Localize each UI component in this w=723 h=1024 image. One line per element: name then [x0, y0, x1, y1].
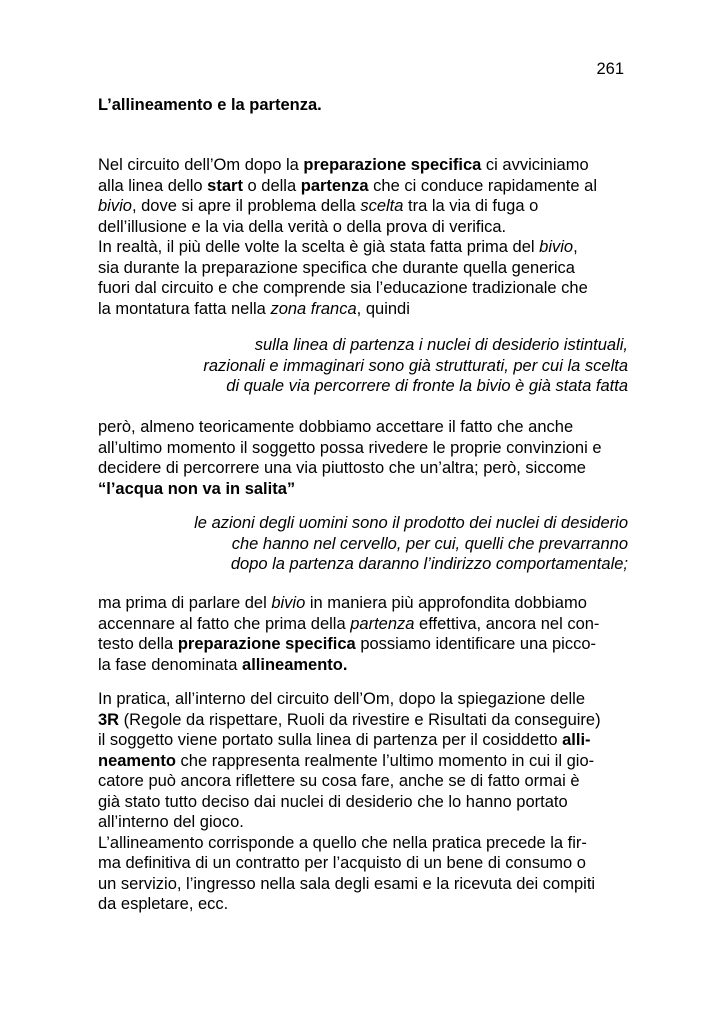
text-run: Nel circuito dell’Om dopo la: [98, 156, 304, 174]
text-run: in maniera più approfondita dobbiamo: [305, 594, 587, 612]
bold-text: neamento: [98, 751, 176, 770]
text-line: [98, 479, 628, 500]
text-run: all’interno del gioco.: [98, 813, 244, 831]
paragraph-4: [98, 689, 628, 915]
text-line: [98, 417, 628, 438]
bold-text: partenza: [300, 176, 369, 195]
text-line: [98, 689, 628, 710]
text-line: [98, 593, 628, 614]
text-line: [98, 751, 628, 772]
text-run: In pratica, all’interno del circuito dell’Om, dopo la spiegazione delle: [98, 690, 586, 708]
text-line: [98, 176, 628, 197]
paragraph-1: [98, 155, 628, 319]
text-run: possiamo identificare una picco-: [355, 635, 597, 653]
text-run: ma prima di parlare del: [98, 594, 272, 612]
text-line: [98, 438, 628, 459]
quote-line: che hanno nel cervello, per cui, quelli che prevarranno: [231, 534, 628, 553]
bold-text: start: [207, 176, 243, 195]
text-line: [98, 833, 628, 854]
text-run: o della: [242, 176, 301, 195]
text-line: [98, 792, 628, 813]
text-run: ,: [573, 238, 578, 256]
text-line: [98, 237, 628, 258]
text-run: decidere di percorrere una via piuttosto che un’altra; però, siccome: [98, 459, 586, 477]
text-run: però, almeno teoricamente dobbiamo accettare il fatto che anche: [98, 418, 574, 436]
text-run: sia durante la preparazione specifica che durante quella generica: [98, 258, 575, 277]
text-run: testo della: [98, 635, 178, 653]
text-line: [98, 812, 628, 833]
text-run: la montatura fatta nella: [98, 299, 271, 318]
quote-2: [98, 513, 628, 575]
text-line: [98, 853, 628, 874]
text-run: un servizio, l’ingresso nella sala degli esami e la ricevuta dei compiti: [98, 874, 596, 893]
text-line: [98, 710, 628, 731]
quote-line: di quale via percorrere di fronte la bivio è già stata fatta: [226, 377, 628, 395]
text-run: ci avviciniamo: [481, 156, 589, 174]
text-run: all’ultimo momento il soggetto possa rivedere le proprie convinzioni e: [98, 438, 602, 457]
bold-text: allineamento.: [242, 655, 348, 674]
bold-text: preparazione specifica: [303, 156, 482, 174]
paragraph-2: [98, 417, 628, 499]
text-run: che rappresenta realmente l’ultimo momento in cui il gio-: [175, 751, 595, 770]
page-number: 261: [596, 60, 624, 78]
text-line: [98, 278, 628, 299]
italic-text: scelta: [360, 197, 404, 215]
text-run: effettiva, ancora nel con-: [414, 614, 600, 633]
bold-text: “l’acqua non va in salita”: [98, 479, 296, 498]
text-run: ma definitiva di un contratto per l’acquisto di un bene di consumo o: [98, 854, 586, 872]
italic-text: bivio: [271, 594, 306, 612]
text-line: [98, 155, 628, 176]
section-title: L’allineamento e la partenza.: [98, 96, 322, 114]
text-line: [98, 299, 628, 320]
text-line: [98, 196, 628, 217]
paragraph-3: [98, 593, 628, 675]
text-run: fuori dal circuito e che comprende sia l’educazione tradizionale che: [98, 279, 588, 297]
italic-text: zona franca: [270, 299, 357, 318]
quote-line: sulla linea di partenza i nuclei di desiderio istintuali,: [254, 336, 628, 354]
text-line: [98, 874, 628, 895]
text-line: [98, 655, 628, 676]
text-line: [98, 217, 628, 238]
bold-text: preparazione specifica: [177, 635, 356, 653]
text-run: dell’illusione e la via della verità o della prova di verifica.: [98, 217, 507, 236]
quote-line: le azioni degli uomini sono il prodotto dei nuclei di desiderio: [194, 514, 628, 532]
text-line: [98, 730, 628, 751]
text-run: che ci conduce rapidamente al: [368, 176, 597, 195]
quote-line: razionali e immaginari sono già strutturati, per cui la scelta: [203, 356, 628, 375]
text-run: L’allineamento corrisponde a quello che nella pratica precede la fir-: [98, 833, 587, 852]
text-line: [98, 771, 628, 792]
text-run: il soggetto viene portato sulla linea di partenza per il cosiddetto: [98, 731, 563, 749]
italic-text: partenza: [350, 614, 415, 633]
text-run: (Regole da rispettare, Ruoli da rivestire e Risultati da conseguire): [119, 710, 601, 729]
italic-text: bivio: [539, 238, 574, 256]
text-run: da espletare, ecc.: [98, 895, 229, 913]
text-run: , dove si apre il problema della: [131, 197, 361, 215]
text-run: In realtà, il più delle volte la scelta è già stata fatta prima del: [98, 238, 540, 256]
text-run: alla linea dello: [98, 176, 208, 195]
text-line: [98, 894, 628, 915]
text-run: già stato tutto deciso dai nuclei di desiderio che lo hanno portato: [98, 792, 568, 811]
text-line: [98, 614, 628, 635]
bold-text: 3R: [98, 710, 120, 729]
quote-line: dopo la partenza daranno l’indirizzo comportamentale;: [230, 555, 628, 573]
text-run: tra la via di fuga o: [403, 197, 539, 215]
text-run: catore può ancora riflettere su cosa fare, anche se di fatto ormai è: [98, 772, 580, 790]
bold-text: alli-: [562, 731, 591, 749]
text-line: [98, 634, 628, 655]
text-line: [98, 258, 628, 279]
text-run: accennare al fatto che prima della: [98, 614, 351, 633]
text-run: , quindi: [356, 299, 410, 318]
text-line: [98, 458, 628, 479]
italic-text: bivio: [98, 197, 132, 215]
quote-1: [98, 335, 628, 397]
text-run: la fase denominata: [98, 655, 243, 674]
